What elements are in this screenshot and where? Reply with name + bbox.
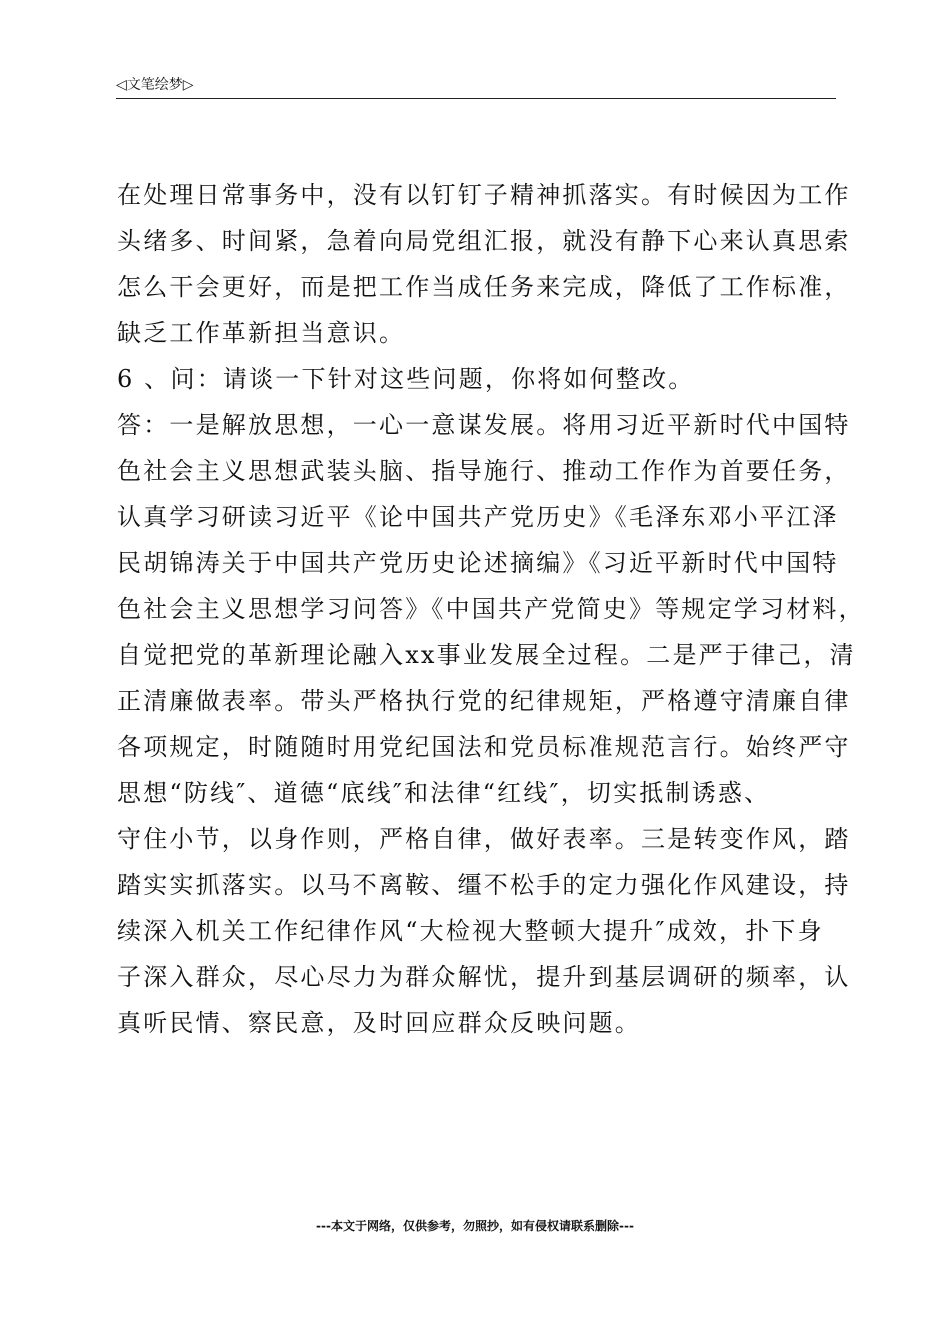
text-line: 认真学习研读习近平《论中国共产党历史》《毛泽东邓小平江泽 (117, 503, 839, 531)
text-line: 色社会主义思想学习问答》《中国共产党简史》等规定学习材料， (117, 595, 865, 623)
text-line: 续深入机关工作纪律作风“大检视大整顿大提升″成效，扑下身 (117, 917, 824, 945)
header-title: ◁文笔绘梦▷ (116, 77, 194, 93)
text-line: 缺乏工作革新担当意识。 (117, 319, 406, 347)
question-line: 6 、问：请谈一下针对这些问题，你将如何整改。 (117, 365, 695, 393)
text-line: 怎么干会更好，而是把工作当成任务来完成，降低了工作标准， (117, 273, 851, 301)
text-line: 子深入群众，尽心尽力为群众解忧，提升到基层调研的频率，认 (117, 963, 851, 991)
text-line: 思想“防线″、道德“底线″和法律“红线″，切实抵制诱惑、 (117, 779, 771, 807)
page-footer: ---本文于网络，仅供参考，勿照抄，如有侵权请联系删除--- (316, 1219, 634, 1233)
text-line: 色社会主义思想武装头脑、指导施行、推动工作作为首要任务， (117, 457, 851, 485)
text-line: 民胡锦涛关于中国共产党历史论述摘编》《习近平新时代中国特 (117, 549, 839, 577)
text-line: 在处理日常事务中，没有以钉钉子精神抓落实。有时候因为工作 (117, 181, 851, 209)
text-line: 真听民情、察民意，及时回应群众反映问题。 (117, 1009, 641, 1037)
text-line: 各项规定，时随随时用党纪国法和党员标准规范言行。始终严守 (117, 733, 851, 761)
document-body (117, 172, 865, 1046)
answer-line: 答：一是解放思想，一心一意谋发展。将用习近平新时代中国特 (117, 411, 851, 439)
page-header (116, 72, 836, 99)
text-line: 头绪多、时间紧，急着向局党组汇报，就没有静下心来认真思索 (117, 227, 851, 255)
text-line: 自觉把党的革新理论融入xx事业发展全过程。二是严于律己，清 (117, 641, 856, 669)
text-line: 踏实实抓落实。以马不离鞍、缰不松手的定力强化作风建设，持 (117, 871, 851, 899)
text-line: 守住小节，以身作则，严格自律，做好表率。三是转变作风，踏 (117, 825, 851, 853)
text-line: 正清廉做表率。带头严格执行党的纪律规矩，严格遵守清廉自律 (117, 687, 851, 715)
